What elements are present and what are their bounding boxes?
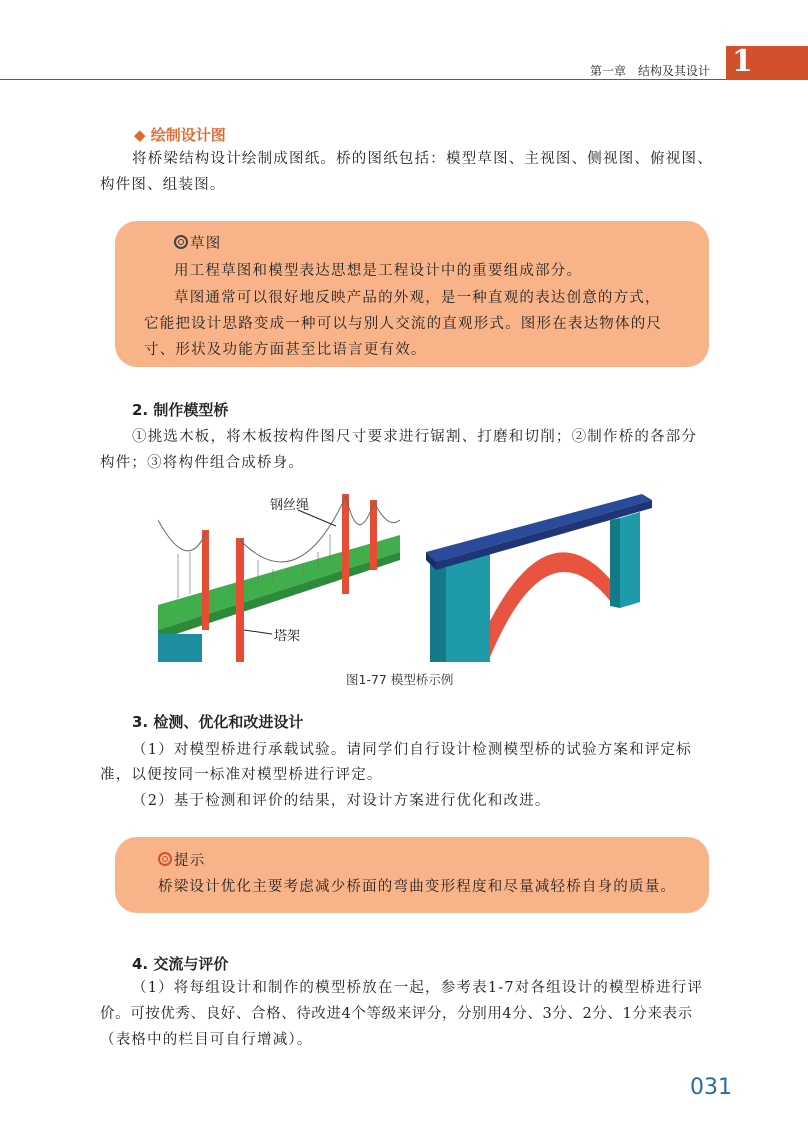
callout-sketch-line4: 寸、形状及功能方面甚至比语言更有效。 <box>144 342 427 358</box>
callout-sketch-title: 草图 <box>174 231 221 258</box>
chapter-title: 结构及其设计 <box>638 64 711 78</box>
section3-line1: （1）对模型桥进行承载试验。请同学们自行设计检测模型桥的试验方案和评定标 <box>132 742 692 758</box>
callout-tip-line1: 桥梁设计优化主要考虑减少桥面的弯曲变形程度和尽量减轻桥自身的质量。 <box>158 879 677 895</box>
section3-line2: 准，以便按同一标准对模型桥进行评定。 <box>100 767 383 783</box>
section3-heading: 3. 检测、优化和改进设计 <box>132 713 304 731</box>
figure-caption: 图1-77 模型桥示例 <box>346 672 454 687</box>
callout-sketch-line2: 草图通常可以很好地反映产品的外观，是一种直观的表达创意的方式， <box>174 290 661 306</box>
section2-line1: ①挑选木板，将木板按构件图尺寸要求进行锯割、打磨和切削；②制作桥的各部分 <box>132 429 698 445</box>
callout-sketch-line3: 它能把设计思路变成一种可以与别人交流的直观形式。图形在表达物体的尺 <box>144 316 663 332</box>
section3-line3: （2）基于检测和评价的结果，对设计方案进行优化和改进。 <box>132 793 551 809</box>
section4-heading: 4. 交流与评价 <box>132 955 229 973</box>
section2-line2: 构件；③将构件组合成桥身。 <box>100 455 305 471</box>
section4-line1: （1）将每组设计和制作的模型桥放在一起，参考表1-7对各组设计的模型桥进行评 <box>132 980 704 996</box>
callout-sketch-line1: 用工程草图和模型表达思想是工程设计中的重要组成部分。 <box>174 263 583 279</box>
diamond-bullet-icon: ◆ <box>134 126 146 144</box>
callout-tip-title: 提示 <box>158 848 205 875</box>
section-draw-heading: ◆ 绘制设计图 <box>134 126 226 144</box>
arch-bridge-illustration <box>426 490 652 662</box>
section-draw-line2: 构件图、组装图。 <box>100 177 226 193</box>
double-circle-icon <box>158 852 172 866</box>
section-draw-line1: 将桥梁结构设计绘制成图纸。桥的图纸包括：模型草图、主视图、侧视图、俯视图、 <box>132 151 713 167</box>
label-tower: 塔架 <box>274 629 301 644</box>
chapter-number: 1 <box>732 44 753 79</box>
double-circle-icon <box>174 235 188 249</box>
section4-line2: 价。可按优秀、良好、合格、待改进4个等级来评分，分别用4分、3分、2分、1分来表示 <box>100 1006 693 1022</box>
section2-heading: 2. 制作模型桥 <box>132 401 229 419</box>
label-cable: 钢丝绳 <box>270 498 310 513</box>
chapter-label: 第一章 <box>590 64 627 78</box>
page-number: 031 <box>690 1075 732 1100</box>
header-rule <box>0 79 726 80</box>
section4-line3: （表格中的栏目可自行增减）。 <box>100 1032 313 1048</box>
running-header <box>590 62 710 79</box>
